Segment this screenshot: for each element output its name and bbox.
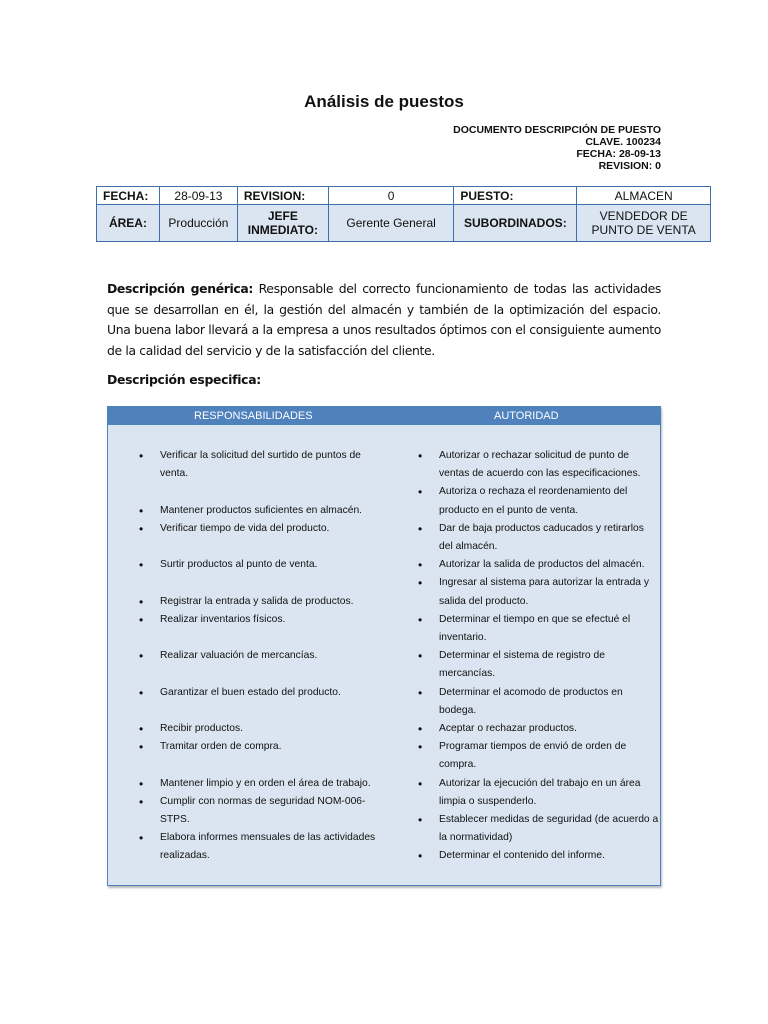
responsabilidades-list xyxy=(136,447,376,866)
document-header xyxy=(453,124,661,172)
table-header xyxy=(108,407,660,425)
area-label: ÁREA: xyxy=(97,205,160,242)
autoridad-header: AUTORIDAD xyxy=(494,410,559,422)
list-item: • Dar de baja productos caducados y retirarlos del almacén. xyxy=(415,520,660,556)
list-item: • Autoriza o rechaza el reordenamiento del producto en el punto de venta. xyxy=(415,483,660,519)
list-item: • Autorizar o rechazar solicitud de punto de ventas de acuerdo con las especificaciones. xyxy=(415,447,660,483)
list-item: • Registrar la entrada y salida de productos. xyxy=(136,593,376,611)
autoridad-list xyxy=(415,447,660,866)
list-item: • Elabora informes mensuales de las actividades realizadas. xyxy=(136,829,376,865)
list-item: • Determinar el contenido del informe. xyxy=(415,847,660,865)
info-row-2 xyxy=(97,205,711,242)
list-item: • Tramitar orden de compra. xyxy=(136,738,376,756)
responsibilities-table xyxy=(107,406,661,886)
list-item: • Ingresar al sistema para autorizar la entrada y salida del producto. xyxy=(415,574,660,610)
job-info-table xyxy=(96,186,711,242)
subordinados-value-line-2: PUNTO DE VENTA xyxy=(591,223,696,237)
jefe-label-line-1: JEFE xyxy=(267,209,298,223)
list-item: • Aceptar o rechazar productos. xyxy=(415,720,660,738)
jefe-label-line-2: INMEDIATO: xyxy=(247,223,318,237)
responsabilidades-header: RESPONSABILIDADES xyxy=(194,410,313,422)
list-item: • Autorizar la ejecución del trabajo en un área limpia o suspenderlo. xyxy=(415,775,660,811)
generic-description xyxy=(107,279,661,361)
list-item: • Programar tiempos de envió de orden de compra. xyxy=(415,738,660,774)
jefe-value: Gerente General xyxy=(328,205,454,242)
specific-description-label: Descripción especifica: xyxy=(107,372,261,387)
list-item: • Realizar valuación de mercancías. xyxy=(136,647,376,665)
list-item: • Recibir productos. xyxy=(136,720,376,738)
list-item: • Establecer medidas de seguridad (de acuerdo a la normatividad) xyxy=(415,811,660,847)
jefe-label xyxy=(237,205,328,242)
revision-value: 0 xyxy=(328,187,454,205)
header-line-fecha: FECHA: 28-09-13 xyxy=(576,148,661,160)
list-item: • Realizar inventarios físicos. xyxy=(136,611,376,629)
document-title: Análisis de puestos xyxy=(304,92,464,111)
header-line-revision: REVISION: 0 xyxy=(598,160,661,172)
header-line-document: DOCUMENTO DESCRIPCIÓN DE PUESTO xyxy=(453,124,661,136)
list-item: • Verificar tiempo de vida del producto. xyxy=(136,520,376,538)
list-item: • Cumplir con normas de seguridad NOM-006-STPS. xyxy=(136,793,376,829)
list-item: • Surtir productos al punto de venta. xyxy=(136,556,376,574)
generic-description-label: Descripción genérica: xyxy=(107,281,254,296)
fecha-label: FECHA: xyxy=(97,187,160,205)
revision-label: REVISION: xyxy=(237,187,328,205)
generic-description-text: Responsable del correcto funcionamiento de todas las actividades que se desarrollan en él, la gestión del almacén y también de la optimización del espacio. Una buena labor llevará a la empresa a unos resultados óptimos con el consiguiente aumento de la calidad del servicio y de la satisfacción del cliente. xyxy=(107,281,661,358)
area-value: Producción xyxy=(159,205,237,242)
list-item: • Verificar la solicitud del surtido de puntos de venta. xyxy=(136,447,376,483)
subordinados-value xyxy=(577,205,711,242)
list-item: • Mantener limpio y en orden el área de trabajo. xyxy=(136,775,376,793)
list-item: • Determinar el tiempo en que se efectué el inventario. xyxy=(415,611,660,647)
list-item: • Mantener productos suficientes en almacén. xyxy=(136,502,376,520)
puesto-label: PUESTO: xyxy=(454,187,577,205)
list-item: • Autorizar la salida de productos del almacén. xyxy=(415,556,660,574)
puesto-value: ALMACEN xyxy=(577,187,711,205)
header-line-clave: CLAVE. 100234 xyxy=(585,136,661,148)
subordinados-value-line-1: VENDEDOR DE xyxy=(599,209,688,223)
info-row-1 xyxy=(97,187,711,205)
subordinados-label: SUBORDINADOS: xyxy=(454,205,577,242)
list-item: • Determinar el sistema de registro de mercancías. xyxy=(415,647,660,683)
list-item: • Determinar el acomodo de productos en bodega. xyxy=(415,684,660,720)
fecha-value: 28-09-13 xyxy=(159,187,237,205)
list-item: • Garantizar el buen estado del producto. xyxy=(136,684,376,702)
